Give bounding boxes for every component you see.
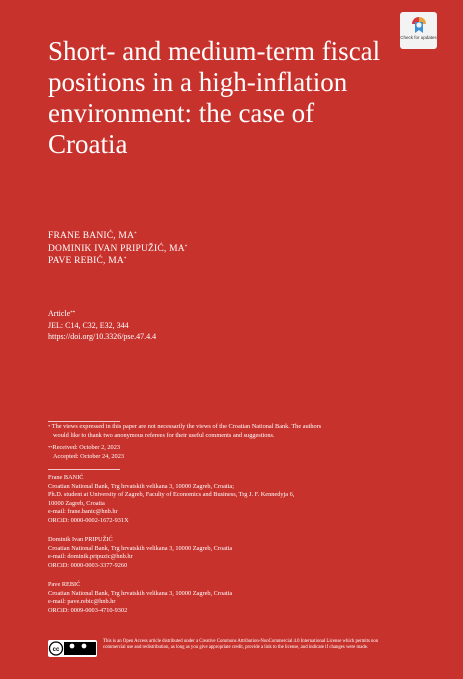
cc-by-nc-icon[interactable] — [48, 640, 97, 657]
badge-label: Check for updates — [400, 35, 437, 40]
contact-banic: Frane BANIĆ Croatian National Bank, Trg hrvatskih velikana 3, 10000 Zagreb, Croatia; Ph.D. student at University of Zagreb, Faculty of Economics and Business, Trg J. F. Kennedyja 6, 10000 Zagreb, Croatia e-mail: frane.banic@hnb.hr ORCiD: 0000-0002-1672-931X — [48, 474, 378, 526]
paper-title: Short- and medium-term fiscal positions in a high-inflation environment: the case of Croatia — [48, 36, 381, 159]
crossmark-icon — [411, 16, 427, 34]
contact-rebic: Pave REBIĆ Croatian National Bank, Trg hrvatskih velikana 3, 10000 Zagreb, Croatia e-mail: pave.rebic@hnb.hr ORCiD: 0009-0003-4710-9302 — [48, 581, 378, 615]
email-link[interactable]: e-mail: dominik.pripuzic@hnb.hr — [48, 553, 133, 561]
article-meta — [48, 308, 156, 343]
author-list — [48, 230, 187, 268]
footnote-views: * The views expressed in this paper are not necessarily the views of the Croatian National Bank. The authors would like to thank two anonymous referees for their useful comments and suggestions. — [48, 423, 322, 439]
email-link[interactable]: e-mail: pave.rebic@hnb.hr — [48, 598, 116, 606]
check-for-updates-badge[interactable] — [400, 12, 437, 49]
svg-text:cc: cc — [52, 647, 60, 653]
footnote-dates: **Received: October 2, 2023 Accepted: October 24, 2023 — [48, 444, 124, 460]
footnote-divider — [48, 421, 120, 422]
author-2: DOMINIK IVAN PRIPUŽIĆ, MA* — [48, 243, 188, 254]
article-type: Article** — [48, 309, 76, 318]
doi-link[interactable]: https://doi.org/10.3326/pse.47.4.4 — [48, 332, 157, 341]
author-1: FRANE BANIĆ, MA* — [48, 231, 137, 241]
license-text: This is an Open Access article distributed under a Creative Commons Attribution-NonCommercial 4.0 International License which permits non commercial use and redistribution, as long as you give appropriate credit, provide a link to the license, and indicate if changes were made. — [103, 639, 379, 651]
author-3: PAVE REBIĆ, MA* — [48, 256, 127, 266]
contact-pripuzic: Dominik Ivan PRIPUŽIĆ Croatian National Bank, Trg hrvatskih velikana 3, 10000 Zagreb, Croatia e-mail: dominik.pripuzic@hnb.hr ORCiD: 0000-0003-3377-9260 — [48, 536, 378, 570]
email-link[interactable]: e-mail: frane.banic@hnb.hr — [48, 508, 118, 516]
contacts-divider — [48, 469, 120, 470]
jel-codes: JEL: C14, C32, E32, 344 — [48, 320, 129, 330]
